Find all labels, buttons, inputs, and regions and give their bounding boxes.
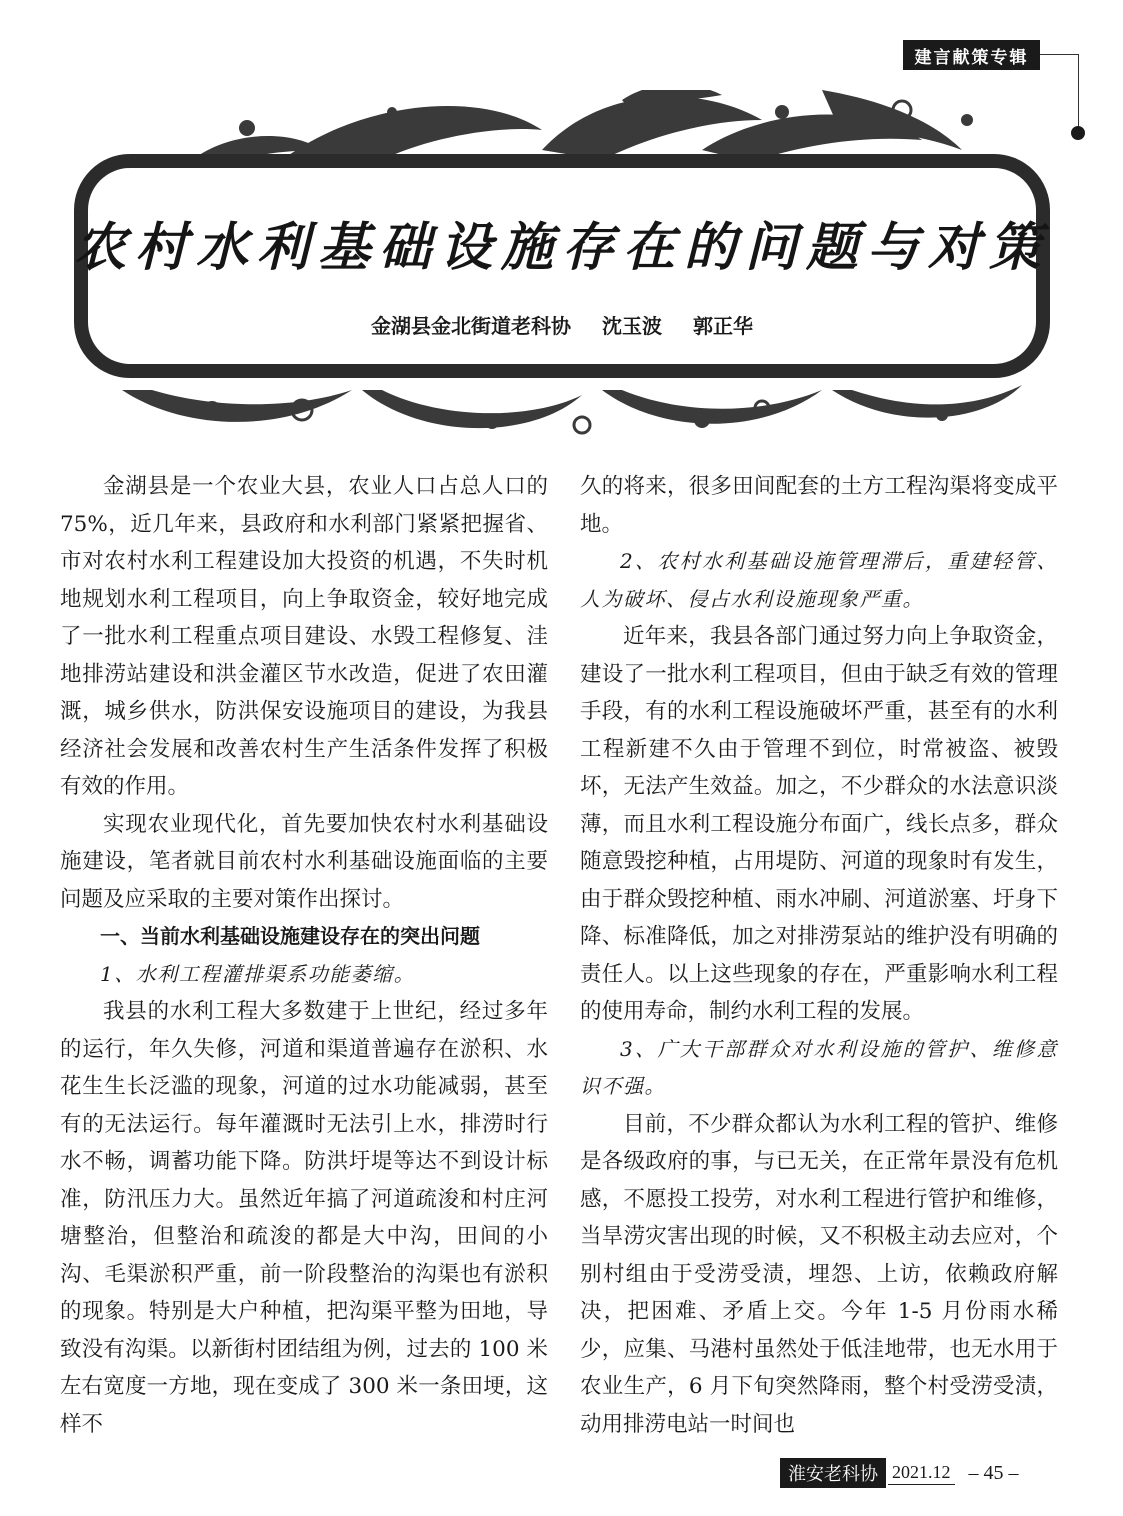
issue-date: 2021.12 <box>888 1461 955 1485</box>
subheading: 2、农村水利基础设施管理滞后，重建轻管、人为破坏、侵占水利设施现象严重。 <box>580 549 1058 611</box>
byline <box>74 310 1050 339</box>
column-tag: 建言献策专辑 <box>903 40 1040 70</box>
paragraph: 近年来，我县各部门通过努力向上争取资金，建设了一批水利工程项目，但由于缺乏有效的管理手段，有的水利工程设施破坏严重，甚至有的水利工程新建不久由于管理不到位，时常被盗、被毁坏，无法产生效益。加之，不少群众的水法意识淡薄，而且水利工程设施分布面广，线长点多，群众随意毁挖种植，占用堤防、河道的现象时有发生，由于群众毁挖种植、雨水冲刷、河道淤塞、圩身下降、标准降低，加之对排涝泵站的维护没有明确的责任人。以上这些现象的存在，严重影响水利工程的使用寿命，制约水利工程的发展。 <box>580 624 1058 1024</box>
paragraph: 我县的水利工程大多数建于上世纪，经过多年的运行，年久失修，河道和渠道普遍存在淤积、水花生生长泛滥的现象，河道的过水功能减弱，甚至有的无法运行。每年灌溉时无法引上水，排涝时行水不畅，调蓄功能下降。防洪圩堤等达不到设计标准，防汛压力大。虽然近年搞了河道疏浚和村庄河塘整治，但整治和疏浚的都是大中沟，田间的小沟、毛渠淤积严重，前一阶段整治的沟渠也有淤积的现象。特别是大户种植，把沟渠平整为田地，导致没有沟渠。以新街村团结组为例，过去的 100 米左右宽度一方地，现在变成了 300 米一条田埂，这样不 <box>60 999 548 1437</box>
paragraph: 久的将来，很多田间配套的土方工程沟渠将变成平地。 <box>580 474 1058 537</box>
column-tag-dot <box>1071 126 1085 140</box>
paragraph: 实现农业现代化，首先要加快农村水利基础设施建设，笔者就目前农村水利基础设施面临的主要问题及应采取的主要对策作出探讨。 <box>60 811 548 912</box>
author-name: 沈玉波 <box>602 314 662 338</box>
article-title: 农村水利基础设施存在的问题与对策 <box>74 217 1051 278</box>
section-heading: 一、当前水利基础设施建设存在的突出问题 <box>100 924 480 948</box>
page-number: – 45 – <box>968 1461 1019 1484</box>
right-column <box>580 468 1058 1443</box>
paragraph: 目前，不少群众都认为水利工程的管护、维修是各级政府的事，与已无关，在正常年景没有危机感，不愿投工投劳，对水利工程进行管护和维修，当旱涝灾害出现的时候，又不积极主动去应对，个别村组由于受涝受渍，埋怨、上访，依赖政府解决，把困难、矛盾上交。今年 1-5 月份雨水稀少，应集、马港村虽然处于低洼地带，也无水用于农业生产，6 月下旬突然降雨，整个村受涝受渍，动用排涝电站一时间也 <box>580 1111 1058 1437</box>
author-org: 金湖县金北街道老科协 <box>371 314 572 338</box>
magazine-name: 淮安老科协 <box>780 1458 886 1488</box>
subheading: 3、广大干部群众对水利设施的管护、维修意识不强。 <box>580 1036 1058 1098</box>
author-name: 郭正华 <box>692 314 753 338</box>
left-column <box>60 468 548 1443</box>
subheading: 1、水利工程灌排渠系功能萎缩。 <box>100 961 416 986</box>
page-footer <box>780 1458 1019 1488</box>
paragraph: 金湖县是一个农业大县，农业人口占总人口的 75%，近几年来，县政府和水利部门紧紧把握省、市对农村水利工程建设加大投资的机遇，不失时机地规划水利工程项目，向上争取资金，较好地完成了一批水利工程重点项目建设、水毁工程修复、洼地排涝站建设和洪金灌区节水改造，促进了农田灌溉，城乡供水，防洪保安设施项目的建设，为我县经济社会发展和改善农村生产生活条件发挥了积极有效的作用。 <box>60 474 548 799</box>
